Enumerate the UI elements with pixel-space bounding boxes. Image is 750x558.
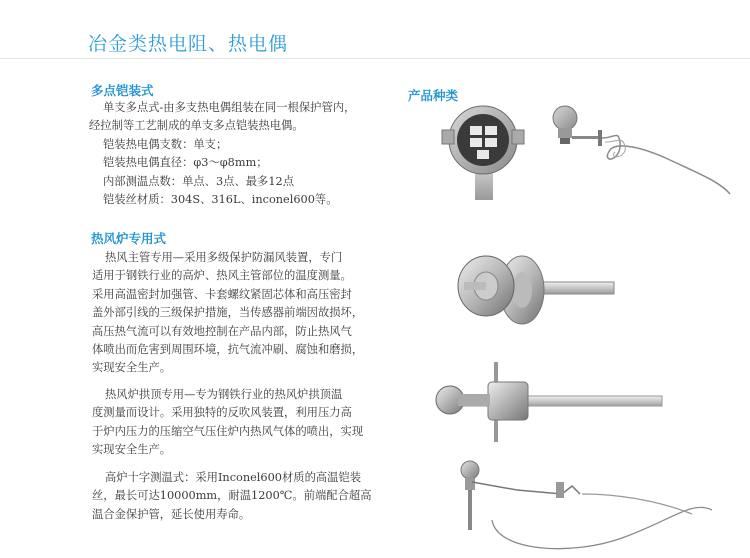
text-line: 体喷出而危害到周围环境，抗气流冲刷、腐蚀和磨损， (92, 343, 364, 357)
page-title: 冶金类热电阻、热电偶 (88, 33, 289, 55)
text-line: 内部测温点数：单点、3点、最多12点 (103, 174, 295, 188)
text-line: 单支多点式-由多支热电偶组装在同一根保护管内， (103, 101, 356, 114)
text-line: 铠装丝材质：304S、316L、inconel600等。 (103, 193, 338, 207)
title-divider (0, 58, 750, 59)
multipoint-text (89, 99, 356, 209)
text-line: 于炉内压力的压缩空气压住炉内热风气体的喷出，实现 (92, 424, 364, 438)
hotblast-dome-text (92, 386, 363, 460)
text-line: 热风主管专用—采用多级保护防漏风装置，专门 (105, 251, 343, 264)
text-line: 热风炉拱顶专用—专为钢铁行业的热风炉拱顶温 (105, 388, 343, 401)
hotblast-main-pipe-text (92, 249, 363, 378)
text-line: 高压热气流可以有效地控制在产品内部，防止热风气 (92, 324, 352, 338)
text-line: 采用高温密封加强管、卡套螺纹紧固芯体和高压密封 (92, 287, 352, 301)
text-line: 度测量而设计。采用独特的反吹风装置，利用压力高 (92, 406, 352, 420)
text-line: 盖外部引线的三级保护措施，当传感器前端因故损坏， (92, 306, 364, 320)
blast-furnace-cross-photo (452, 460, 722, 556)
text-line: 铠装热电偶直径：φ3～φ8mm； (103, 156, 268, 170)
text-line: 适用于钢铁行业的高炉、热风主管部位的温度测量。 (92, 269, 352, 283)
text-line: 经拉制等工艺制成的单支多点铠装热电偶。 (89, 119, 304, 133)
heading-multipoint: 多点铠装式 (91, 83, 154, 98)
multipoint-thermocouple-photo (440, 102, 740, 202)
blast-furnace-cross-text (92, 469, 372, 524)
heading-product-types: 产品种类 (408, 88, 459, 103)
hot-blast-main-pipe-photo (428, 248, 618, 344)
text-line: 实现安全生产。 (92, 361, 172, 375)
heading-hotblast: 热风炉专用式 (91, 231, 167, 246)
text-line: 高炉十字测温式：采用Inconel600材质的高温铠装 (105, 471, 362, 484)
text-line: 温合金保护管，延长使用寿命。 (92, 507, 251, 521)
text-line: 铠装热电偶支数：单支； (103, 137, 228, 151)
hot-blast-dome-photo (432, 356, 672, 446)
text-line: 实现安全生产。 (92, 443, 172, 457)
text-line: 丝，最长可达10000mm，耐温1200℃。前端配合超高 (92, 489, 372, 503)
